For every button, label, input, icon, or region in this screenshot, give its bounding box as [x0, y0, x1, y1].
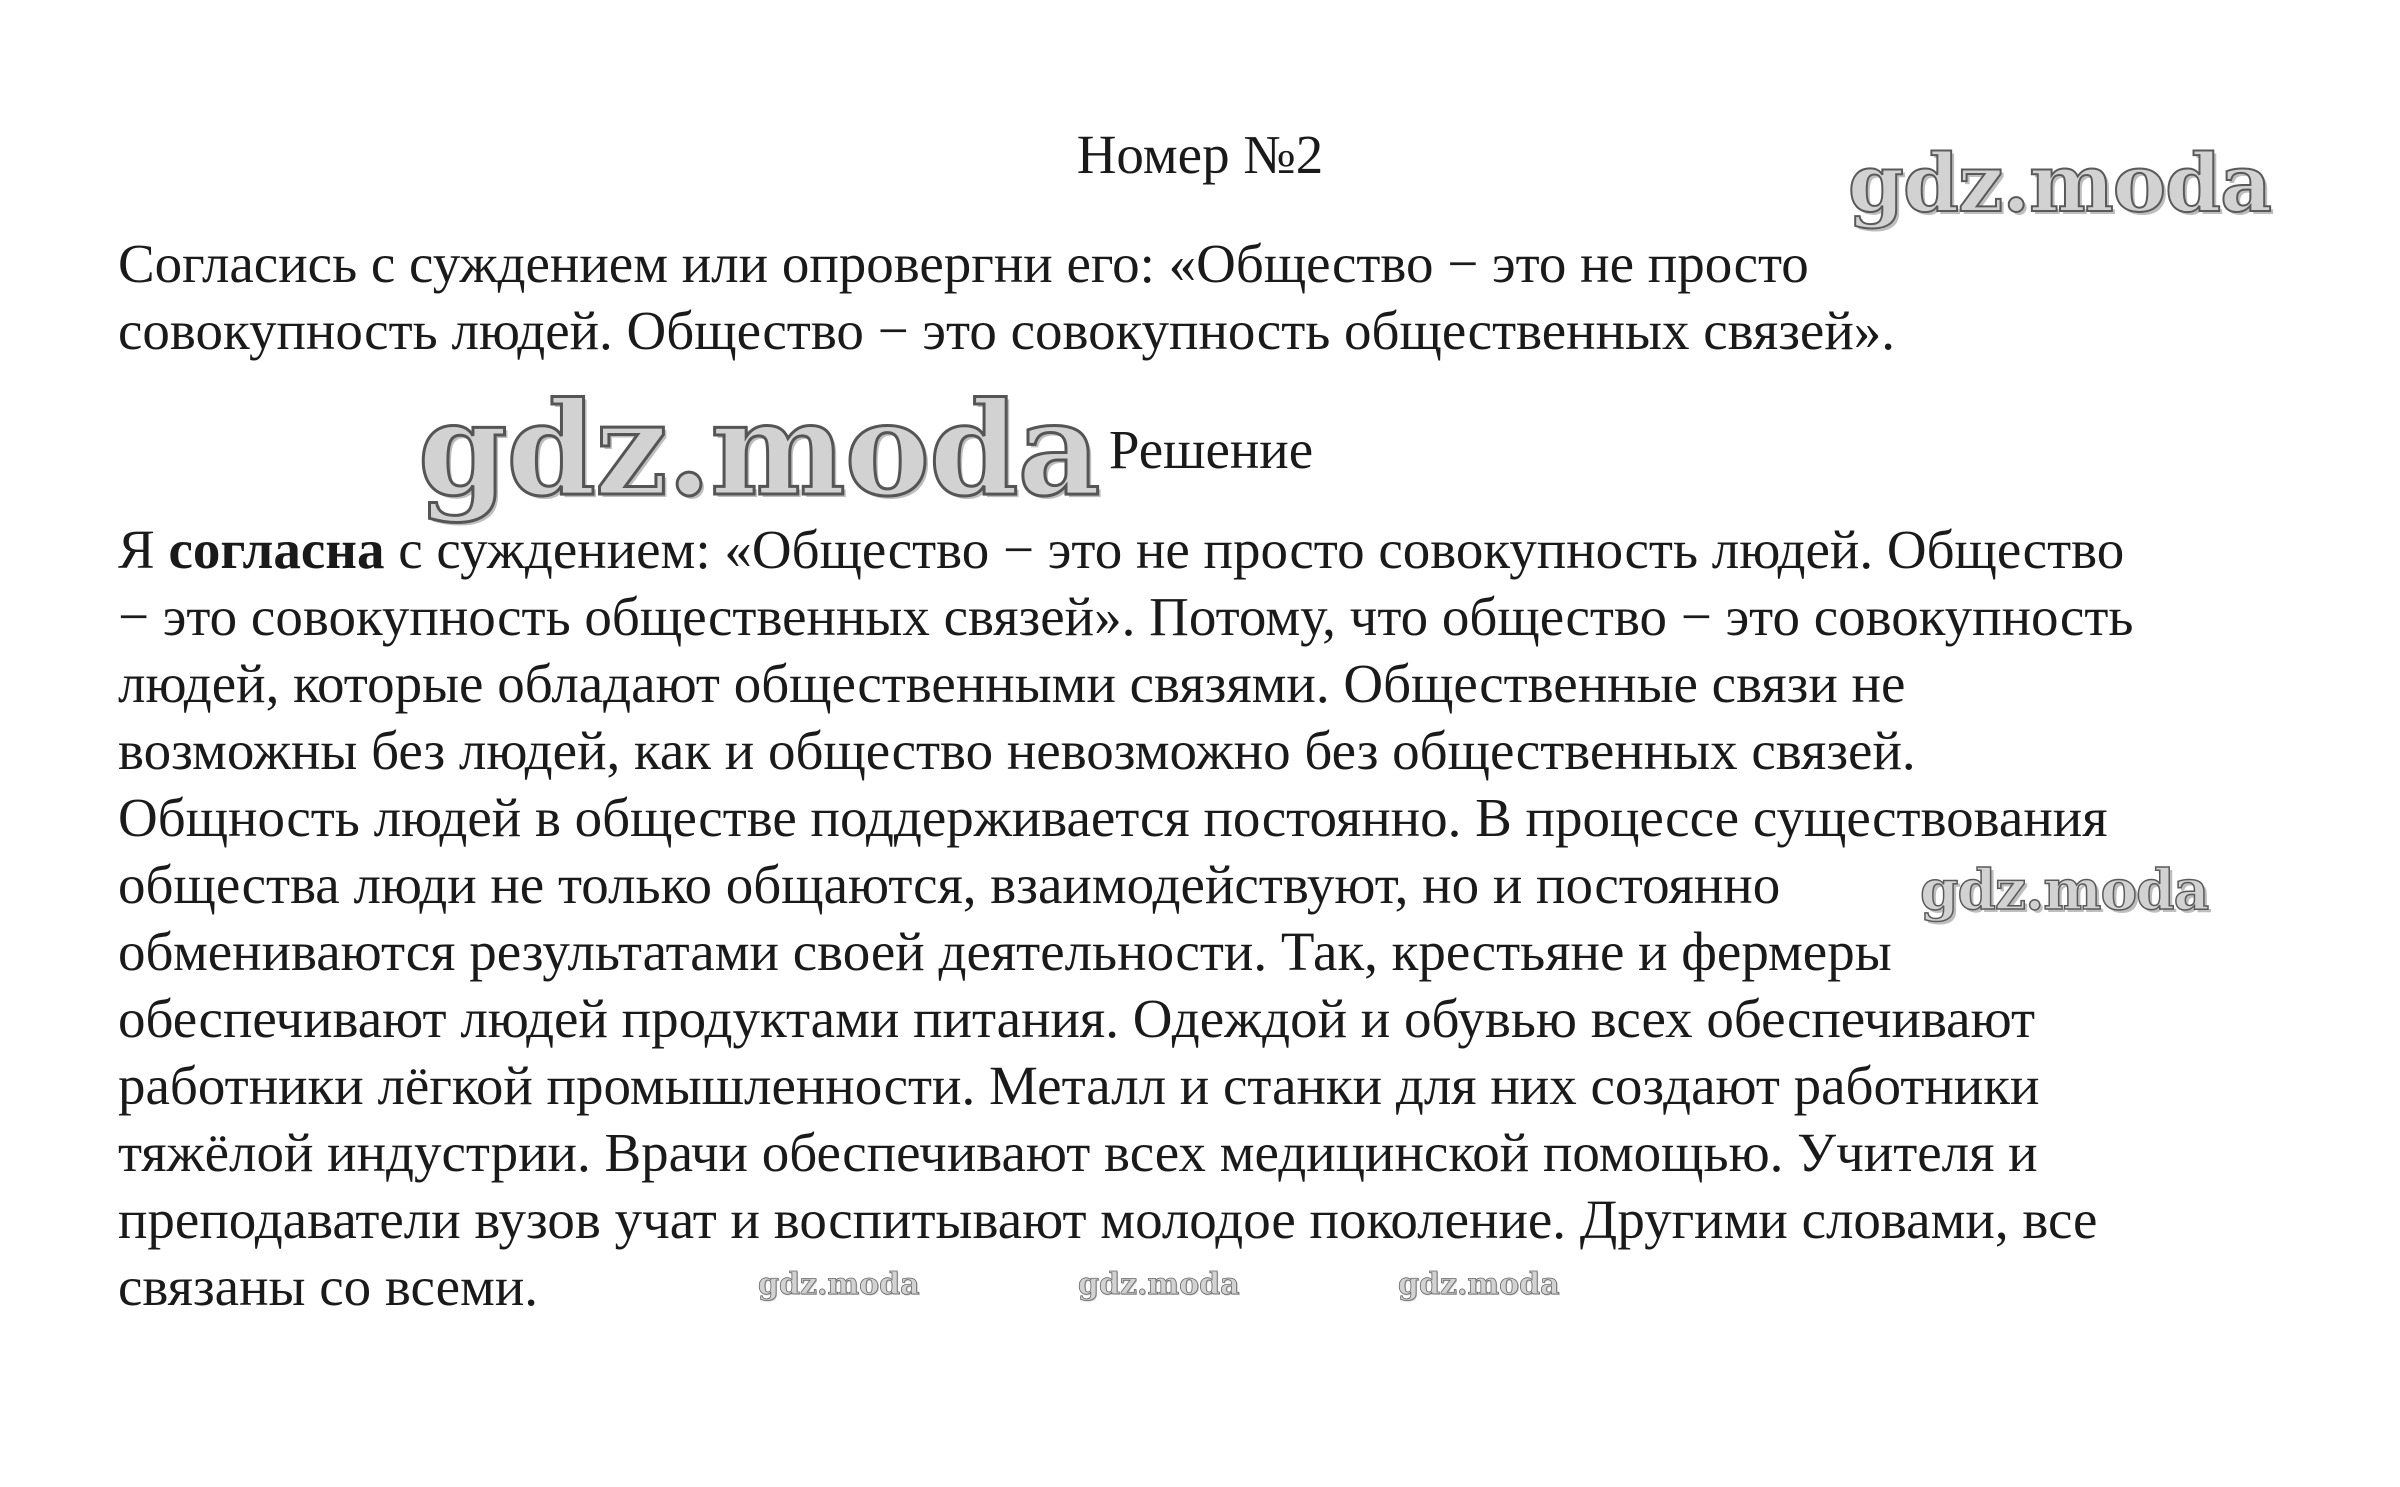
answer-line	[118, 516, 2358, 583]
solution-heading: Решение	[1108, 419, 1314, 480]
answer-line: обеспечивают людей продуктами питания. Одеждой и обувью всех обеспечивают	[118, 988, 2035, 1049]
answer-line: людей, которые обладают общественными связями. Общественные связи не	[118, 653, 1906, 714]
answer-first-line-rest: с суждением: «Общество − это не просто совокупность людей. Общество	[384, 519, 2125, 580]
answer-line: обмениваются результатами своей деятельности. Так, крестьяне и фермеры	[118, 921, 1892, 982]
answer-line: возможны без людей, как и общество невозможно без общественных связей.	[118, 720, 1916, 781]
task-line: Согласись с суждением или опровергни его: «Общество − это не просто	[118, 233, 1809, 294]
answer-line: преподаватели вузов учат и воспитывают молодое поколение. Другими словами, все	[118, 1189, 2098, 1250]
page-title: Номер №2	[1076, 124, 1324, 185]
watermark-logo-middle: gdz.moda	[418, 375, 1100, 525]
answer-bold-word: согласна	[168, 519, 385, 580]
answer-line: − это совокупность общественных связей». Потому, что общество − это совокупность	[118, 586, 2134, 647]
answer-line: Общность людей в обществе поддерживается постоянно. В процессе существования	[118, 787, 2108, 848]
answer-line: общества люди не только общаются, взаимодействуют, но и постоянно	[118, 854, 1781, 915]
watermark-logo-small: gdz.moda	[1078, 1267, 1240, 1302]
answer-line: работники лёгкой промышленности. Металл и станки для них создают работники	[118, 1055, 2040, 1116]
answer-line: связаны со всеми.	[118, 1256, 539, 1317]
answer-prefix: Я	[118, 519, 169, 580]
watermark-logo-inline: gdz.moda	[1920, 857, 2209, 922]
task-line: совокупность людей. Общество − это совокупность общественных связей».	[118, 300, 1896, 361]
task-text	[118, 230, 2358, 364]
answer-line: тяжёлой индустрии. Врачи обеспечивают всех медицинской помощью. Учителя и	[118, 1122, 2038, 1183]
watermark-logo-small: gdz.moda	[1398, 1267, 1560, 1302]
watermark-logo-top: gdz.moda	[1848, 136, 2271, 230]
watermark-logo-small: gdz.moda	[758, 1267, 920, 1302]
